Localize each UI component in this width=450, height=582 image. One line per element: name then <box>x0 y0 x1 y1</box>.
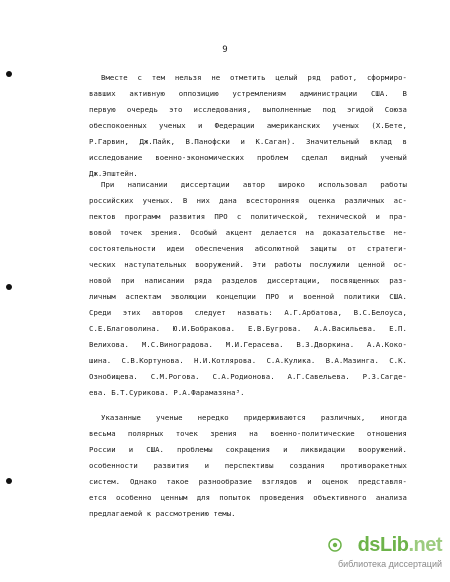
text-line: особенности развития и перспективы создания противоракетных <box>89 461 407 470</box>
text-line: обеспокоенных ученых и Федерации американских ученых (Х.Бете, <box>89 121 407 130</box>
text-line: При написании диссертации автор широко использовал работы <box>101 180 407 189</box>
text-line: российских ученых. В них дана всесторонняя оценка различных ас- <box>89 196 407 205</box>
text-line: Среди этих авторов следует назвать: А.Г.Арбатова, В.С.Белоуса, <box>89 308 407 317</box>
text-line: вавших активную оппозицию устремлениям администрации США. В <box>89 89 407 98</box>
watermark <box>322 534 442 574</box>
text-line: вовой точек зрения. Особый акцент делается на доказательстве не- <box>89 228 407 237</box>
text-line: шина. С.В.Кортунова. Н.И.Котлярова. С.А.Кулика. В.А.Мазинга. С.К. <box>89 356 407 365</box>
text-line: систем. Однако такое разнообразие взглядов и оценок представля- <box>89 477 407 486</box>
text-line: пектов программ развития ПРО с политической, технической и пра- <box>89 212 407 221</box>
text-line: исследование военно-экономических проблем сделал видный ученый <box>89 153 407 162</box>
margin-hole-top <box>6 71 12 77</box>
text-line: новой при написании ряда разделов диссертации, посвященных раз- <box>89 276 407 285</box>
dslib-logo-icon <box>328 538 342 552</box>
text-line: Дж.Эпштейн. <box>89 169 138 178</box>
text-line: России и США. проблемы сокращения и ликвидации вооружений. <box>89 445 407 454</box>
text-line: первую очередь это исследования, выполненные под эгидой Союза <box>89 105 407 114</box>
text-line: ется особенно ценным для попыток проведения объективного анализа <box>89 493 407 502</box>
text-line: Вместе с тем нельзя не отметить целый ряд работ, сформиро- <box>101 73 407 82</box>
text-line: личным аспектам эволюции концепции ПРО и военной политики США. <box>89 292 407 301</box>
watermark-subtitle: библиотека диссертаций <box>337 559 442 569</box>
text-line: состоятельности идеи обеспечения абсолютной защиты от стратеги- <box>89 244 407 253</box>
watermark-logo <box>358 534 442 557</box>
text-line: весьма полярных точек зрения на военно-политические отношения <box>89 429 407 438</box>
margin-hole-middle <box>6 284 12 290</box>
text-line: Р.Гарвин, Дж.Пайк, В.Панофски и К.Саган). Значительный вклад в <box>89 137 407 146</box>
text-line: Ознобищева. С.М.Рогова. С.А.Родионова. А.Г.Савельева. Р.З.Сагде- <box>89 372 407 381</box>
text-line: ева. Б.Т.Сурикова. Р.А.Фарамазяна³. <box>89 388 245 397</box>
watermark-logo-prefix: ds <box>357 534 380 556</box>
margin-hole-bottom <box>6 478 12 484</box>
page-number: 9 <box>222 45 228 55</box>
watermark-logo-tld: .net <box>408 534 442 556</box>
text-line: предлагаемой к рассмотрению темы. <box>89 509 236 518</box>
text-line: Велихова. М.С.Виноградова. М.И.Герасева. В.З.Дворкина. А.А.Коко- <box>89 340 407 349</box>
text-line: С.Е.Благоволина. Ю.И.Бобракова. Е.В.Бугрова. А.А.Васильева. Е.П. <box>89 324 407 333</box>
watermark-logo-suffix: Lib <box>379 534 409 556</box>
text-line: Указанные ученые нередко придерживаются различных, иногда <box>101 413 407 422</box>
text-line: ческих наступательных вооружений. Эти работы послужили ценной ос- <box>89 260 407 269</box>
